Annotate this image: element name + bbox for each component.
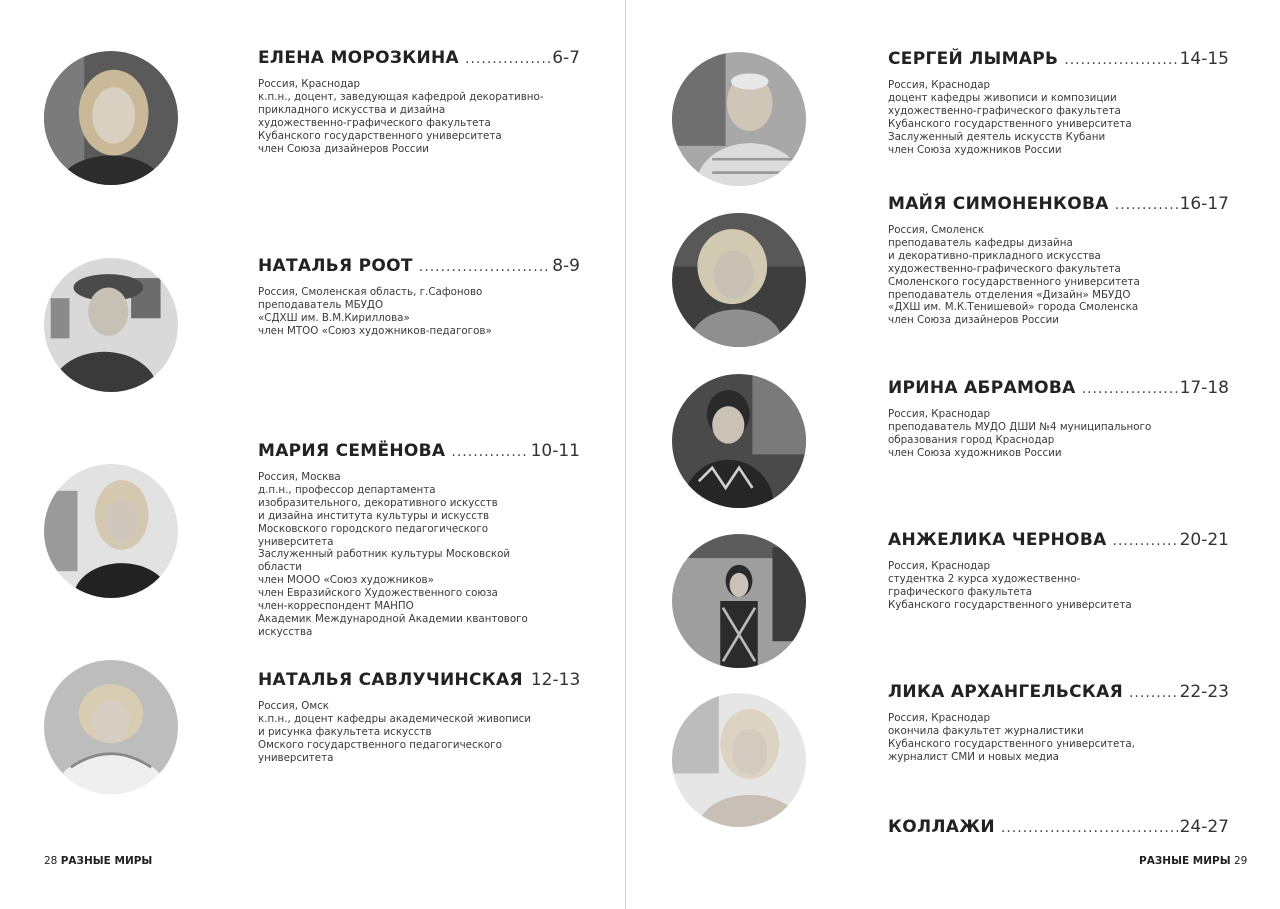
page-range: 8-9 (552, 256, 580, 276)
leader-dots (1129, 683, 1178, 703)
author-bio: Россия, Смоленская область, г.Сафоново преподаватель МБУДО «СДХШ им. В.М.Кириллова» член МТОО «Союз художников-педагогов» (258, 286, 492, 337)
page-footer-right (1139, 855, 1247, 867)
portrait-photo (672, 213, 806, 347)
page-range: 22-23 (1179, 682, 1229, 702)
page-number: 28 (44, 855, 58, 867)
author-name: МАРИЯ СЕМЁНОВА (258, 441, 446, 461)
magazine-title: РАЗНЫЕ МИРЫ (1139, 855, 1231, 867)
leader-dots (1001, 818, 1178, 838)
portrait-photo (672, 534, 806, 668)
page-footer-left (44, 855, 152, 867)
page-number: 29 (1233, 855, 1248, 867)
author-name: ЛИКА АРХАНГЕЛЬСКАЯ (888, 682, 1123, 702)
author-bio: Россия, Краснодар преподаватель МУДО ДШИ №4 муниципального образования город Краснодар член Союза художников России (888, 408, 1152, 459)
left-page (0, 0, 626, 909)
leader-dots (1113, 531, 1178, 551)
author-name: НАТАЛЬЯ САВЛУЧИНСКАЯ (258, 670, 523, 690)
portrait-photo (672, 52, 806, 186)
leader-dots (1064, 50, 1177, 70)
author-bio: Россия, Краснодар доцент кафедры живописи и композиции художественно-графического факультета Кубанского государственного университета Заслуженный деятель искусств Кубани член Союза художников России (888, 79, 1132, 156)
page-range: 6-7 (552, 48, 580, 68)
leader-dots (451, 442, 528, 462)
portrait-photo (672, 693, 806, 827)
leader-dots (1115, 195, 1178, 215)
author-name: НАТАЛЬЯ РООТ (258, 256, 413, 276)
author-name: СЕРГЕЙ ЛЫМАРЬ (888, 49, 1059, 69)
page-range: 24-27 (1179, 817, 1229, 837)
leader-dots (465, 49, 550, 69)
author-bio: Россия, Краснодар окончила факультет журналистики Кубанского государственного университета, журналист СМИ и новых медиа (888, 712, 1135, 763)
author-bio: Россия, Москва д.п.н., профессор департамента изобразительного, декоративного искусств и дизайна института культуры и искусств Московского городского педагогического университета Заслуженный работник культуры Московской области член МООО «Союз художников» член Евразийского Художественного союза член-корреспондент МАНПО Академик Международной Академии квантового искусства (258, 471, 528, 638)
leader-dots (419, 257, 550, 277)
portrait-photo (44, 660, 178, 794)
author-name: ИРИНА АБРАМОВА (888, 378, 1076, 398)
page-range: 20-21 (1179, 530, 1229, 550)
page-range: 10-11 (530, 441, 580, 461)
page-range: 17-18 (1179, 378, 1229, 398)
page-range: 12-13 (530, 670, 581, 690)
right-page (627, 0, 1280, 909)
section-name: КОЛЛАЖИ (888, 817, 995, 837)
page-range: 16-17 (1179, 194, 1229, 214)
author-bio: Россия, Смоленск преподаватель кафедры дизайна и декоративно-прикладного искусства художественно-графического факультета Смоленского государственного университета преподаватель отделения «Дизайн» МБУДО «ДХШ им. М.К.Тенишевой» города Смоленска член Союза дизайнеров России (888, 224, 1140, 327)
author-name: ЕЛЕНА МОРОЗКИНА (258, 48, 460, 68)
page-range: 14-15 (1179, 49, 1229, 69)
author-bio: Россия, Краснодар студентка 2 курса художественно- графического факультета Кубанского государственного университета (888, 560, 1132, 611)
author-bio: Россия, Краснодар к.п.н., доцент, заведующая кафедрой декоративно- прикладного искусства и дизайна художественно-графического факультета Кубанского государственного университета член Союза дизайнеров России (258, 78, 544, 155)
author-name: МАЙЯ СИМОНЕНКОВА (888, 194, 1109, 214)
author-bio: Россия, Омск к.п.н., доцент кафедры академической живописи и рисунка факультета искусств Омского государственного педагогического университета (258, 700, 531, 764)
author-name: АНЖЕЛИКА ЧЕРНОВА (888, 530, 1107, 550)
portrait-photo (44, 51, 178, 185)
portrait-photo (672, 374, 806, 508)
portrait-photo (44, 464, 178, 598)
leader-dots (1082, 379, 1178, 399)
portrait-photo (44, 258, 178, 392)
magazine-title: РАЗНЫЕ МИРЫ (60, 855, 153, 867)
